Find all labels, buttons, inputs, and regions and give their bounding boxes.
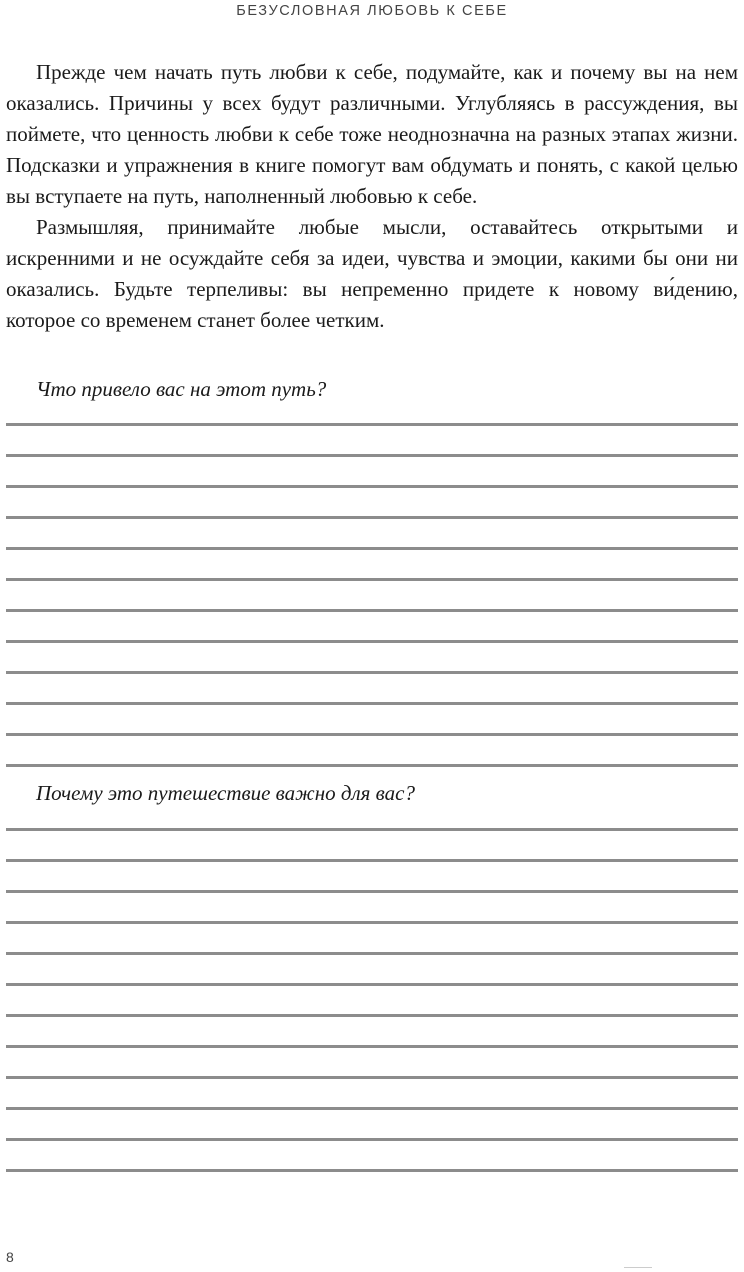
answer-line[interactable] [6, 1138, 738, 1141]
answer-line[interactable] [6, 423, 738, 426]
printer-mark [624, 1267, 652, 1268]
answer-line[interactable] [6, 1076, 738, 1079]
paragraph: Прежде чем начать путь любви к себе, подумайте, как и почему вы на нем оказались. Причины у всех будут различными. Углубляясь в рассуждения, вы поймете, что ценность любви к себе тоже неоднозначна на разных этапах жизни. Подсказки и упражнения в книге помогут вам обдумать и понять, с какой целью вы вступаете на путь, наполненный любовью к себе. [6, 60, 738, 208]
answer-line[interactable] [6, 516, 738, 519]
answer-line[interactable] [6, 1045, 738, 1048]
answer-line[interactable] [6, 1107, 738, 1110]
answer-line[interactable] [6, 454, 738, 457]
answer-line[interactable] [6, 671, 738, 674]
running-header: БЕЗУСЛОВНАЯ ЛЮБОВЬ К СЕБЕ [236, 3, 508, 19]
answer-line[interactable] [6, 859, 738, 862]
answer-line[interactable] [6, 1169, 738, 1172]
paragraph: Размышляя, принимайте любые мысли, оставайтесь открытыми и искренними и не осуждайте себя за идеи, чувства и эмоции, какими бы они ни оказались. Будьте терпеливы: вы непременно придете к новому ви́дению, которое со временем станет более четким. [6, 215, 738, 332]
answer-line[interactable] [6, 547, 738, 550]
answer-line[interactable] [6, 578, 738, 581]
answer-lines-block[interactable] [6, 423, 738, 795]
prompt-question: Что привело вас на этот путь? [36, 377, 327, 401]
answer-lines-block[interactable] [6, 828, 738, 1200]
answer-line[interactable] [6, 764, 738, 767]
answer-line[interactable] [6, 890, 738, 893]
answer-line[interactable] [6, 733, 738, 736]
answer-line[interactable] [6, 702, 738, 705]
answer-line[interactable] [6, 921, 738, 924]
page-number: 8 [6, 1249, 14, 1265]
body-text [6, 57, 738, 336]
answer-line[interactable] [6, 983, 738, 986]
answer-line[interactable] [6, 485, 738, 488]
answer-line[interactable] [6, 640, 738, 643]
answer-line[interactable] [6, 828, 738, 831]
answer-line[interactable] [6, 609, 738, 612]
answer-line[interactable] [6, 952, 738, 955]
answer-line[interactable] [6, 1014, 738, 1017]
prompt-question: Почему это путешествие важно для вас? [36, 781, 415, 805]
